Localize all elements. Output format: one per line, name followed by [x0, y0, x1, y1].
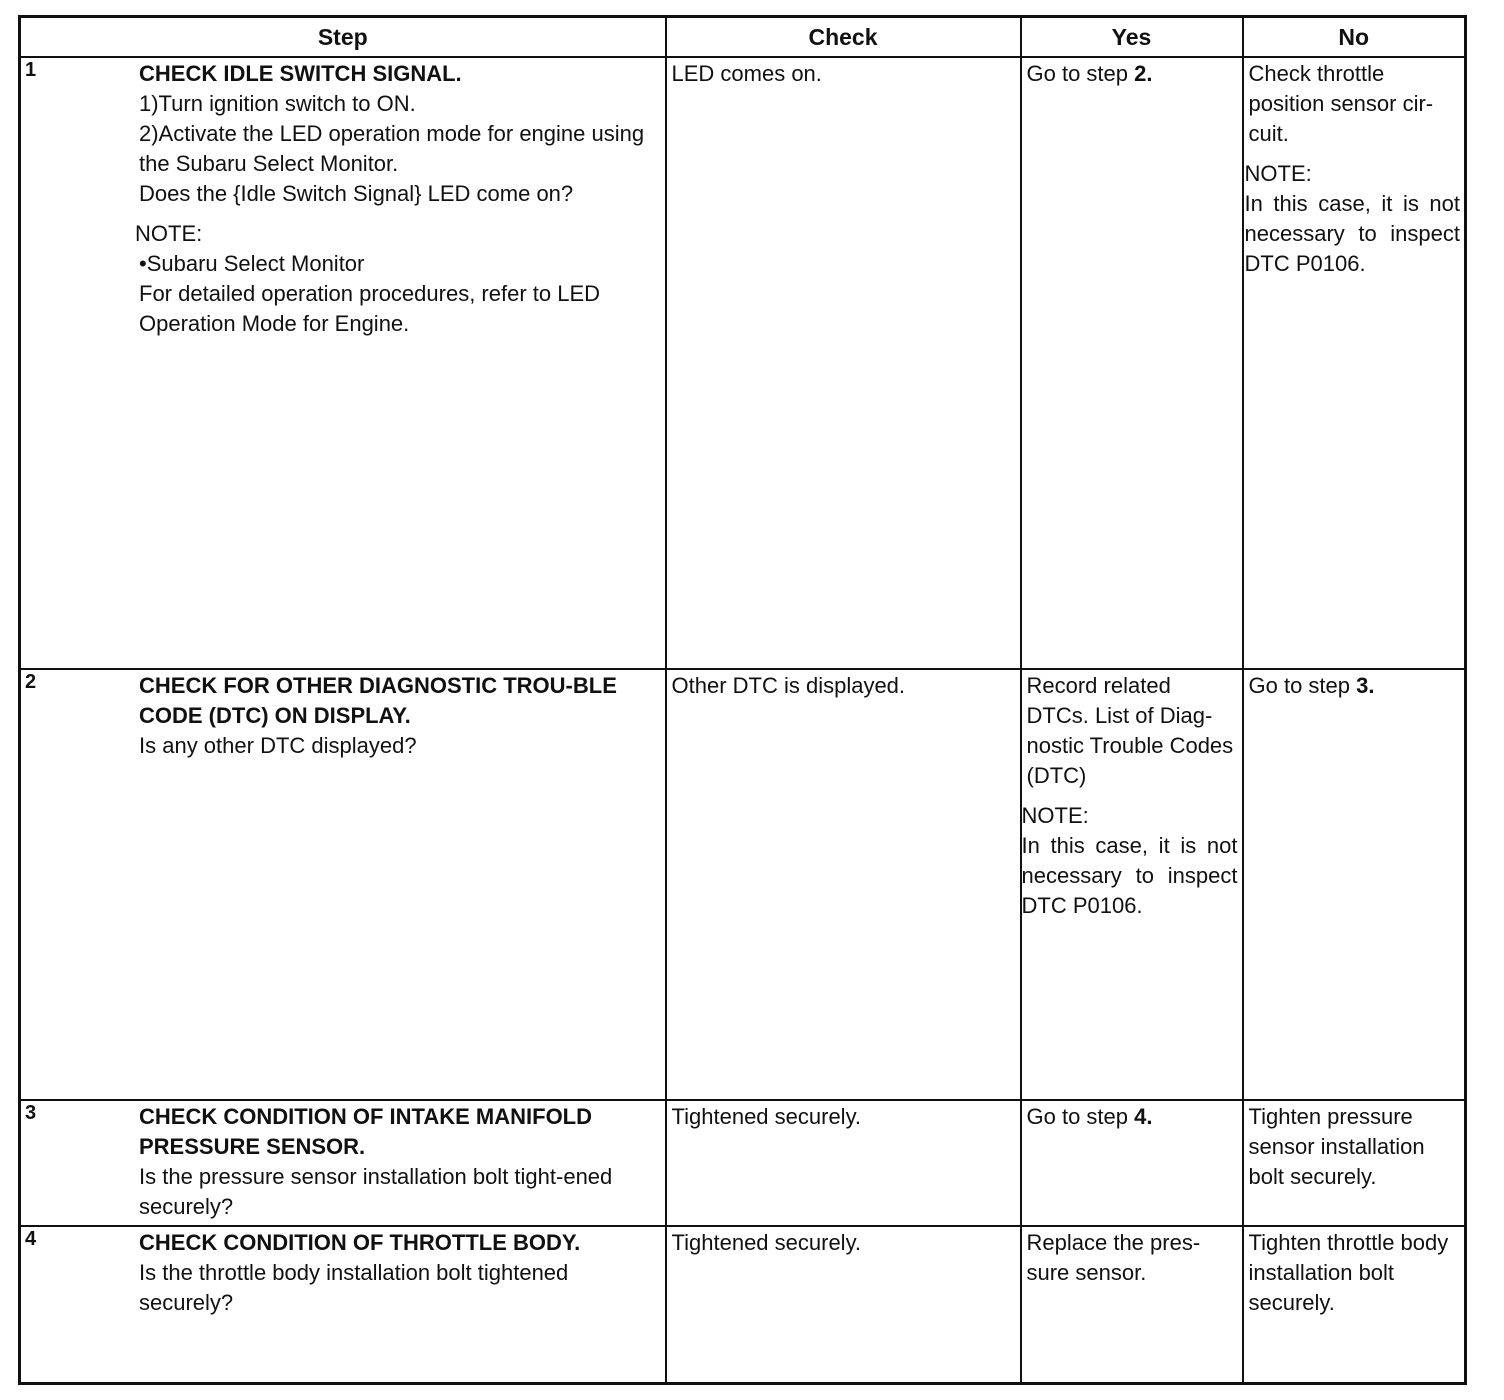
no-cell: [1243, 1100, 1466, 1226]
yes-text: Replace the pres-sure sensor.: [1026, 1230, 1201, 1285]
step-cell: [20, 1100, 666, 1226]
yes-cell: [1021, 1226, 1243, 1383]
no-text: [1244, 670, 1465, 701]
step-title: CHECK FOR OTHER DIAGNOSTIC TROU-BLE CODE (DTC) ON DISPLAY.: [139, 673, 617, 728]
table-row: [20, 669, 1466, 1100]
step-line: Does the {Idle Switch Signal} LED come on?: [139, 181, 574, 206]
step-title: CHECK CONDITION OF INTAKE MANIFOLD PRESSURE SENSOR.: [139, 1104, 593, 1159]
no-cell: [1243, 669, 1466, 1100]
table-row: [20, 1226, 1466, 1383]
step-cell: [20, 669, 666, 1100]
step-cell: [20, 57, 666, 669]
no-step-ref: 3.: [1356, 673, 1375, 698]
no-text: Tighten throttle body installation bolt securely.: [1248, 1230, 1449, 1315]
note-line: •Subaru Select Monitor: [139, 251, 365, 276]
header-row: [20, 17, 1466, 58]
no-prefix: Go to step: [1248, 673, 1351, 698]
yes-text: [1022, 1101, 1242, 1132]
step-line: Is the throttle body installation bolt tightened securely?: [139, 1260, 569, 1315]
step-title: CHECK IDLE SWITCH SIGNAL.: [139, 61, 462, 86]
step-title: CHECK CONDITION OF THROTTLE BODY.: [139, 1230, 581, 1255]
step-number: 2: [25, 671, 37, 693]
no-cell: [1243, 1226, 1466, 1383]
check-text: LED comes on.: [671, 61, 822, 86]
step-cell: [20, 1226, 666, 1383]
no-text: Tighten pressure sensor installation bolt securely.: [1248, 1104, 1425, 1189]
header-step: Step: [20, 17, 666, 58]
yes-prefix: Go to step: [1026, 1104, 1129, 1129]
yes-step-ref: 2.: [1134, 61, 1153, 86]
yes-cell: [1021, 1100, 1243, 1226]
table-row: [20, 1100, 1466, 1226]
check-text: Other DTC is displayed.: [671, 673, 906, 698]
yes-cell: [1021, 57, 1243, 669]
check-cell: [666, 1100, 1021, 1226]
diagnostic-table: [18, 15, 1467, 1385]
check-cell: [666, 57, 1021, 669]
no-note-label: NOTE:: [1244, 161, 1312, 186]
no-note-text: In this case, it is not necessary to inspect DTC P0106.: [1244, 191, 1460, 276]
yes-prefix: Go to step: [1026, 61, 1129, 86]
check-cell: [666, 669, 1021, 1100]
step-line: Is any other DTC displayed?: [139, 733, 417, 758]
no-text: Check throttle position sensor cir-cuit.: [1248, 61, 1434, 146]
yes-cell: [1021, 669, 1243, 1100]
no-cell: [1243, 57, 1466, 669]
check-cell: [666, 1226, 1021, 1383]
step-line: 1)Turn ignition switch to ON.: [139, 91, 416, 116]
yes-note-label: NOTE:: [1021, 803, 1089, 828]
yes-step-ref: 4.: [1134, 1104, 1153, 1129]
header-check: Check: [666, 17, 1021, 58]
step-line: 2)Activate the LED operation mode for engine using the Subaru Select Monitor.: [139, 121, 645, 176]
check-text: Tightened securely.: [671, 1104, 862, 1129]
step-line: Is the pressure sensor installation bolt tight-ened securely?: [139, 1164, 613, 1219]
step-number: 1: [25, 59, 37, 81]
yes-text: [1022, 58, 1242, 89]
yes-text: Record related DTCs. List of Diag-nostic Trouble Codes (DTC): [1026, 673, 1234, 788]
header-yes: Yes: [1021, 17, 1243, 58]
header-no: No: [1243, 17, 1466, 58]
note-line: For detailed operation procedures, refer to LED Operation Mode for Engine.: [139, 281, 601, 336]
check-text: Tightened securely.: [671, 1230, 862, 1255]
table-row: [20, 57, 1466, 669]
note-label: NOTE:: [135, 221, 203, 246]
yes-note-text: In this case, it is not necessary to inspect DTC P0106.: [1021, 833, 1238, 918]
step-number: 3: [25, 1102, 37, 1124]
step-number: 4: [25, 1228, 37, 1250]
